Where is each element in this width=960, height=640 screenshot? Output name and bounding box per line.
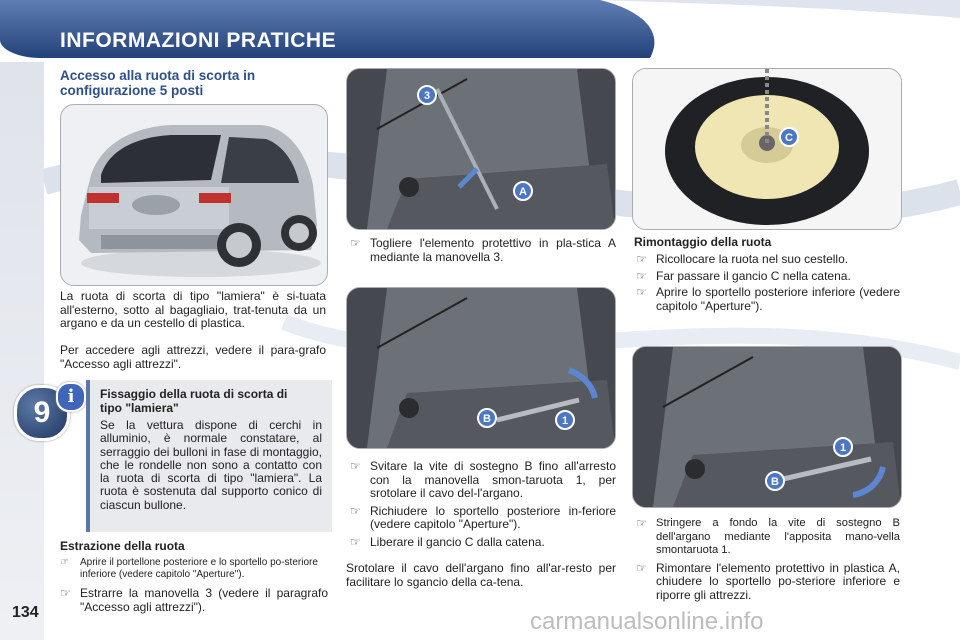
trunk-photo-2 <box>346 287 616 449</box>
page-number: 134 <box>12 604 39 621</box>
refit-bullet-2: ☞ Far passare il gancio C nella catena. <box>636 268 851 283</box>
tighten-bullet-1: ☞ Stringere a fondo la vite di sostegno B dell'argano mediante l'apposita mano-vella smontaruota 1. <box>636 516 900 556</box>
extraction-bullet-2: ☞ Estrarre la manovella 3 (vedere il paragrafo "Accesso agli attrezzi"). <box>60 586 328 614</box>
refit-bullet-3: ☞ Aprire lo sportello posteriore inferiore (vedere capitolo "Aperture"). <box>636 285 900 313</box>
tools-paragraph: Per accedere agli attrezzi, vedere il para-grafo "Accesso agli attrezzi". <box>60 343 326 371</box>
callout-b-right: B <box>771 476 779 488</box>
chapter-badge: 9 <box>14 385 70 441</box>
pointing-hand-icon: ☞ <box>636 516 647 530</box>
pointing-hand-icon: ☞ <box>60 557 69 568</box>
pointing-hand-icon: ☞ <box>636 252 647 266</box>
tighten-bullet-2: ☞ Rimontare l'elemento protettivo in plastica A, chiudere lo sportello po-steriore inferiore e riporre gli attrezzi. <box>636 560 900 602</box>
spare-wheel-photo <box>632 68 902 230</box>
unwind-paragraph: Srotolare il cavo dell'argano fino all'ar-resto per facilitare lo sgancio della ca-tena. <box>346 561 616 589</box>
trunk-illustration-1 <box>347 69 615 229</box>
watermark: carmanualsonline.info <box>530 608 764 635</box>
pointing-hand-icon: ☞ <box>636 285 647 299</box>
callout-a: A <box>519 186 527 198</box>
car-rear-photo <box>60 104 328 286</box>
refit-bullet-1: ☞ Ricollocare la ruota nel suo cestello. <box>636 252 849 266</box>
intro-paragraph: La ruota di scorta di tipo "lamiera" è si-tuata all'esterno, sotto al bagagliaio, trat-tenuta da un argano e da un cestello di plastica. <box>60 289 326 330</box>
trunk-illustration-2 <box>347 288 615 448</box>
pointing-hand-icon: ☞ <box>350 236 361 250</box>
trunk-photo-3 <box>632 346 902 508</box>
info-box-body: Se la vettura dispone di cerchi in alluminio, è normale constatare, al serraggio dei bulloni in fase di montaggio, che le rondelle non sono a contatto con la ruota di scorta di tipo "lamiera". La ruota è sostenuta dal supporto conico di ciascun bullone. <box>100 418 322 512</box>
callout-b: B <box>483 413 491 425</box>
pointing-hand-icon: ☞ <box>636 268 647 283</box>
callout-c: C <box>785 132 793 144</box>
car-illustration <box>61 105 327 285</box>
callout-3: 3 <box>423 90 431 102</box>
extraction-heading: Estrazione della ruota <box>60 539 185 553</box>
remove-cover-bullet: ☞ Togliere l'elemento protettivo in pla-stica A mediante la manovella 3. <box>350 236 616 264</box>
pointing-hand-icon: ☞ <box>350 459 361 473</box>
unscrew-bullet: ☞ Svitare la vite di sostegno B fino all'arresto con la manovella smon-taruota 1, per srotolare il cavo del-l'argano. <box>350 459 616 500</box>
extraction-bullet-1: ☞ Aprire il portellone posteriore e lo sportello po-steriore inferiore (vedere capitolo "Aperture"). <box>60 557 318 580</box>
trunk-illustration-3 <box>633 347 901 507</box>
info-icon: i <box>56 382 86 412</box>
refit-bullets <box>636 253 900 313</box>
pointing-hand-icon: ☞ <box>636 560 647 575</box>
callout-1: 1 <box>561 415 569 427</box>
callout-1-right: 1 <box>839 442 847 454</box>
release-hook-bullet: ☞ Liberare il gancio C dalla catena. <box>350 534 545 549</box>
info-box-title: Fissaggio della ruota di scorta di tipo "lamiera" <box>100 387 288 415</box>
middle-bullets <box>350 460 616 549</box>
access-heading: Accesso alla ruota di scorta in configurazione 5 posti <box>60 68 256 98</box>
close-door-bullet: ☞ Richiudere lo sportello posteriore in-feriore (vedere capitolo "Aperture"). <box>350 503 616 531</box>
pointing-hand-icon: ☞ <box>350 534 361 549</box>
tighten-bullets <box>636 517 900 602</box>
spare-wheel-illustration <box>633 69 901 229</box>
refit-heading: Rimontaggio della ruota <box>634 235 772 249</box>
pointing-hand-icon: ☞ <box>350 503 361 518</box>
pointing-hand-icon: ☞ <box>60 586 71 600</box>
page-title: INFORMAZIONI PRATICHE <box>60 29 337 52</box>
trunk-photo-1 <box>346 68 616 230</box>
side-strip <box>0 62 44 640</box>
